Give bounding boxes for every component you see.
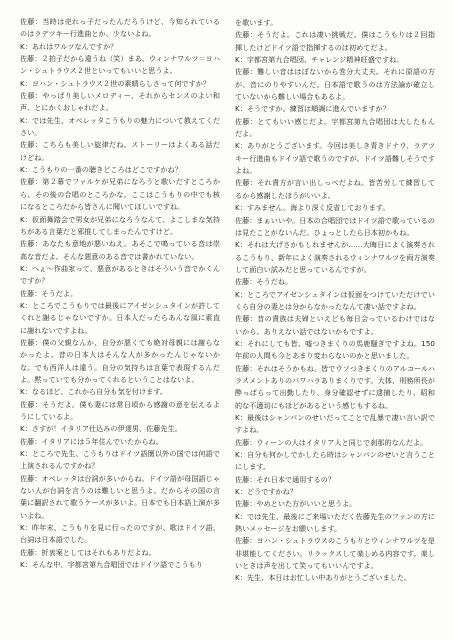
dialogue-line: 佐藤：とてもいい感じだよ。宇都宮第九合唱団は大したもんだよ。 (235, 116, 435, 139)
dialogue-line: K：最後はシャンパンのせいだってことで乱暴で凄い言い訳ですよね。 (235, 413, 435, 435)
dialogue-line: K：すみません。海より深く反省しております。 (235, 203, 390, 213)
dialogue-line: 佐藤：折衷案としてはそれもありだよね。 (20, 547, 156, 557)
dialogue-line: K：では先生、最後にご来場いただく佐藤先生のファンの方に熱いメッセージをお願いします。 (235, 511, 435, 534)
dialogue-line: を歌います。 (235, 18, 278, 27)
dialogue-line: 佐藤：そうだよ。僕も妻には常日頃から感謝の意を伝えるようにしているよ。 (20, 399, 220, 421)
dialogue-line: 佐藤：あなたも意地が悪いねえ。あそこで鳴っている音は崇高な音だよ。そんな悪意のある音では書かれていない。 (20, 239, 220, 261)
dialogue-line: K：ところでこうもりでは最後にアイゼンシュタインが許してくれと謝るじゃないですか。日本人だったらあんな風に素直に謝れないですよね。 (20, 300, 220, 335)
dialogue-line: 佐藤：僕の父親なんか、自分が悪くても絶対母親には謝らなかったよ。昔の日本人はそんな人が多かったんじゃないかな。でも西洋人は違う。自分の気持ちは言葉で表現するんだよ。黙っていても分かってくれるということはないよ。 (20, 337, 220, 384)
dialogue-line: 佐藤：やめといた方がいいと思うよ。 (235, 499, 357, 509)
dialogue-line: 佐藤：イタリアには５年住んでいたからね。 (20, 436, 163, 446)
dialogue-line: K：先生、本日はお忙しい中ありがとうございました。 (235, 573, 412, 583)
dialogue-line: K：へぇ～作曲家って、悪意があるときはそういう音でかくんですか？ (20, 263, 220, 286)
dialogue-line: 佐藤：それはそうかもね。皆でウソつきまくりのアルコールハラスメントありのパワハラありまくりです。大体、刑務所長が酔っぱらって出勤したり、身分確認せずに逮捕したり、昭和的な不適切にもほどがあるという感じもするね。 (235, 363, 435, 410)
dialogue-line: K：なるほど、これから自分も気を付けます。 (20, 387, 168, 397)
dialogue-line: K：さすが！イタリア仕込みの伊達男、佐藤先生。 (20, 424, 182, 434)
dialogue-line: K：ヨハン・シュトラウス２世の素晴らしさって何ですか？ (20, 78, 211, 88)
dialogue-line: K：ありがとうございます。今回は美しき青きドナウ、ラデツキー行進曲もドイツ語で歌うのですが、ドイツ語難しそうですよね。 (235, 141, 435, 176)
dialogue-line: 佐藤：第２幕でファルケが兄弟になろうと歌いだすところから、その後の合唱のところかな。ここはこうもりの中でも核になるところだから皆さんに聞いてほしいですね。 (20, 177, 220, 212)
dialogue-line: K：仮面舞踏会で男女が兄弟になろうなんて、よこしまな気持ちがある言葉だと邪推してしまったんですけど。 (20, 214, 220, 236)
dialogue-line: K：そうですか。練習は順調に進んでいますか？ (235, 104, 390, 114)
dialogue-line: 佐藤：ウィーンの人はイタリア人と同じで刹那的なんだよ。 (235, 437, 428, 447)
interview-text-columns (20, 16, 435, 585)
left-column (20, 16, 220, 585)
dialogue-line: K：ところで先生、こうもりはドイツ語圏以外の国では何語で上演されるんですかね？ (20, 449, 220, 471)
dialogue-line: 佐藤：そうだよ。これは凄い挑戦だ。僕はこうもりは２回指揮したけどドイツ語で指揮するのは初めてだよ。 (235, 30, 435, 52)
dialogue-line: K：どうですかね？ (235, 487, 297, 497)
dialogue-line: K：では先生、オペレッタこうもりの魅力について教えてください。 (20, 115, 220, 138)
dialogue-line: K：そんな中、宇都宮第九合唱団ではドイツ語でこうもり (20, 560, 203, 570)
dialogue-line: 佐藤：こちらも美しい旋律だね。ストーリーはよくある話だけどね。 (20, 140, 220, 162)
dialogue-line: 佐藤：それ日本で通用するの？ (235, 474, 336, 484)
dialogue-line: K：こうもりの一番の聴きどころはどこですかね？ (20, 165, 182, 175)
dialogue-line: 佐藤：まぁいいや。日本の合唱団ではドイツ語で歌っているのは見たことがないんだ。ひょっとしたら日本初かもね。 (235, 215, 435, 237)
dialogue-line: 佐藤：それ貴方が言い出しっぺだよね。皆苦労して練習してるから感謝したほうがいいよ。 (235, 178, 435, 200)
right-column (235, 16, 435, 585)
dialogue-line: K：あれはワルツなんですか？ (20, 41, 118, 51)
dialogue-line: K：昨年末、こうもりを見に行ったのですが、歌はドイツ語、台詞は日本語でした。 (20, 523, 220, 545)
dialogue-line: 佐藤：２拍子だから違うね（笑）まあ、ウィンナワルツ＝ヨハン・シュトラウス２世といってもいいと思うよ。 (20, 54, 220, 76)
dialogue-line: K：それは大げさかもしれませんが……大晦日によく演奏されるこうもり、新年によく演奏されるウィンナワルツを両方演奏して面白い試みだと思っているんですが。 (235, 240, 435, 274)
dialogue-line: K：宇都宮第九合唱団、チャレンジ精神旺盛ですね。 (235, 55, 404, 65)
dialogue-line: K：ところでアイゼンシュタインは仮面をつけていただけでいくら自分の妻とは分からなかったなんて凄い話ですよね。 (235, 289, 435, 311)
dialogue-line: K：自分も何かしでかしたら時はシャンパンのせいと言うことにします。 (235, 450, 435, 472)
dialogue-line: 佐藤：昔の貴族は夫婦といえども毎日会っているわけではないから、ありえない話ではないかもですよ。 (235, 314, 435, 336)
dialogue-line: K：それにしても皆、嘘つきまくりの馬鹿騒ぎですよね。150年前の人間も今とあまり変わらないのかと思いました。 (235, 338, 435, 361)
dialogue-line: 佐藤：ヨハン・シュトラウスのこうもりとウィンナワルツを是非堪能してください。リラックスして楽しめる内容です。楽しいときは声を出して笑ってもいいんですよ。 (235, 536, 435, 571)
dialogue-line: 佐藤：そうだよ。 (20, 288, 78, 298)
dialogue-line: 佐藤：やっぱり美しいメロディー、それからセンスのよい和声、とにかくおしゃれだよ。 (20, 91, 220, 113)
dialogue-line: 佐藤：当時は売れっ子だったんだろうけど、今知られているのはラデツキー行進曲とか、少ないよね。 (20, 17, 220, 39)
dialogue-line: 佐藤：そうだね。 (235, 277, 293, 287)
dialogue-line: 佐藤：難しい音ははぼないから巻分大丈夫。それに原語の方が、音にのりやすいんだ。日本語で歌うのは方法論が確立していないから難しい場合もあるよ。 (235, 67, 435, 102)
dialogue-line: 佐藤：オペレッタは台詞が多いからね。ドイツ語が母国語じゃない人が台詞を言うのは難しいと思うよ。だからその国の言葉に翻訳されて歌うケースが多いよ。日本でも日本語上演が多いよね。 (20, 473, 220, 520)
